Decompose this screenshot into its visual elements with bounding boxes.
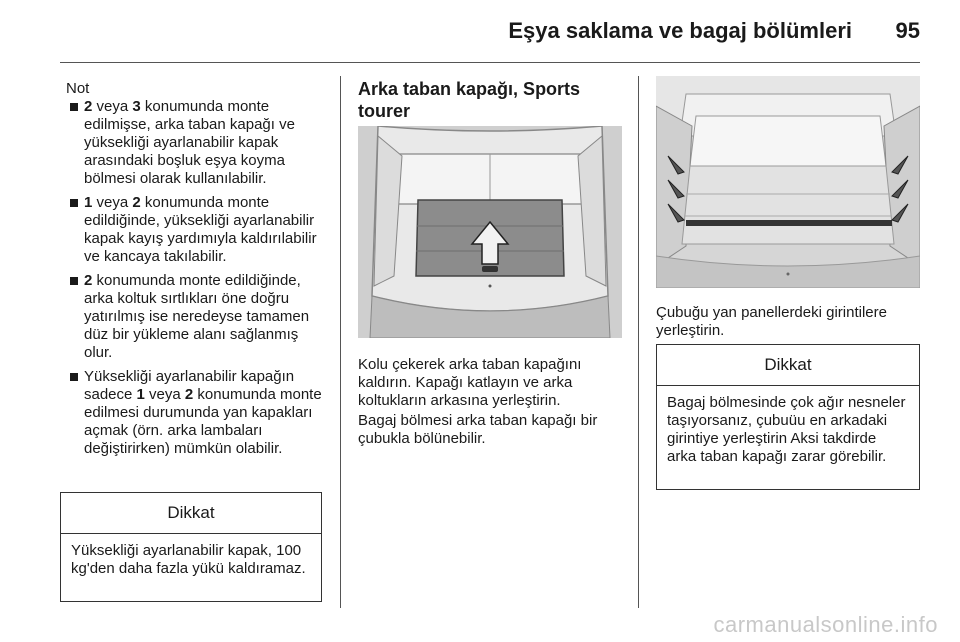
middle-column bbox=[358, 78, 624, 122]
header-rule bbox=[60, 62, 920, 63]
position-number: 1 bbox=[84, 194, 93, 211]
bullet-square-icon bbox=[70, 373, 78, 381]
paragraph-lift-cover: Kolu çekerek arka taban kapağını kaldırın. Kapağı katlayın ve arka koltukların arkasına yerleştirin. bbox=[358, 356, 582, 409]
trunk-divider-bar-drawing bbox=[656, 76, 920, 288]
list-item bbox=[66, 272, 328, 362]
trunk-floor-cover-drawing bbox=[358, 126, 622, 338]
illustration-divider-bar bbox=[656, 76, 920, 288]
caution-box-left bbox=[60, 492, 322, 602]
caution-box-body: Yüksekliği ayarlanabilir kapak, 100 kg'den daha fazla yükü kaldıramaz. bbox=[71, 542, 306, 577]
list-item bbox=[66, 368, 328, 458]
bullet-text: konumunda monte edildiğinde, arka koltuk sırtlıkları öne doğru yatırılmış ise neredeyse tamamen düz bir yükleme alanı sağlanmış olur. bbox=[84, 272, 310, 361]
bullet-square-icon bbox=[70, 199, 78, 207]
list-item bbox=[66, 194, 328, 266]
caption-insert-bar: Çubuğu yan panellerdeki girintilere yerleştirin. bbox=[656, 304, 887, 339]
bullet-text: konumunda monte edilmesi durumunda yan kapakları açmak (örn. arka lambaları değiştirirken) mümkün olabilir. bbox=[84, 386, 322, 457]
bullet-text: konumunda monte edilmişse, arka taban kapağı ve yüksekliği ayarlanabilir kapak arasındaki boşluk eşya koyma bölmesi olarak kullanılabilir. bbox=[84, 98, 295, 187]
position-number: 2 bbox=[84, 272, 93, 289]
position-number: 2 bbox=[132, 194, 141, 211]
bullet-square-icon bbox=[70, 103, 78, 111]
position-number: 2 bbox=[184, 386, 194, 403]
left-column bbox=[66, 80, 328, 464]
paragraph-divide-trunk: Bagaj bölmesi arka taban kapağı bir çubukla bölünebilir. bbox=[358, 412, 598, 447]
note-bullet-list bbox=[66, 98, 328, 458]
bullet-text: konumunda monte edildiğinde, yüksekliği ayarlanabilir kapak kayış yardımıyla kaldırılabilir ve kancaya takılabilir. bbox=[84, 194, 317, 265]
column-divider-left bbox=[340, 76, 341, 608]
bullet-square-icon bbox=[70, 277, 78, 285]
illustration-floor-cover bbox=[358, 126, 622, 338]
caution-box-title: Dikkat bbox=[657, 345, 919, 386]
bullet-text: veya bbox=[92, 98, 133, 115]
caution-box-right bbox=[656, 344, 920, 490]
column-divider-right bbox=[638, 76, 639, 608]
position-number: 1 bbox=[136, 386, 145, 403]
page-header-title: Eşya saklama ve bagaj bölümleri bbox=[508, 18, 852, 43]
watermark: carmanualsonline.info bbox=[713, 612, 938, 637]
caution-box-title: Dikkat bbox=[61, 493, 321, 534]
bullet-text: veya bbox=[144, 386, 185, 403]
caution-box-body: Bagaj bölmesinde çok ağır nesneler taşıyorsanız, çubuüu en arkadaki girintiye yerleştirin Aksi takdirde arka taban kapağı zarar görebilir. bbox=[667, 394, 906, 465]
bullet-text: Yüksekliği ayarlanabilir kapağın sadece bbox=[84, 368, 295, 403]
position-number: 2 bbox=[84, 98, 93, 115]
list-item bbox=[66, 98, 328, 188]
section-heading: Arka taban kapağı, Sports tourer bbox=[358, 79, 581, 121]
bullet-text: veya bbox=[92, 194, 133, 211]
page-number: 95 bbox=[895, 18, 920, 43]
position-number: 3 bbox=[132, 98, 141, 115]
note-label: Not bbox=[66, 80, 90, 97]
